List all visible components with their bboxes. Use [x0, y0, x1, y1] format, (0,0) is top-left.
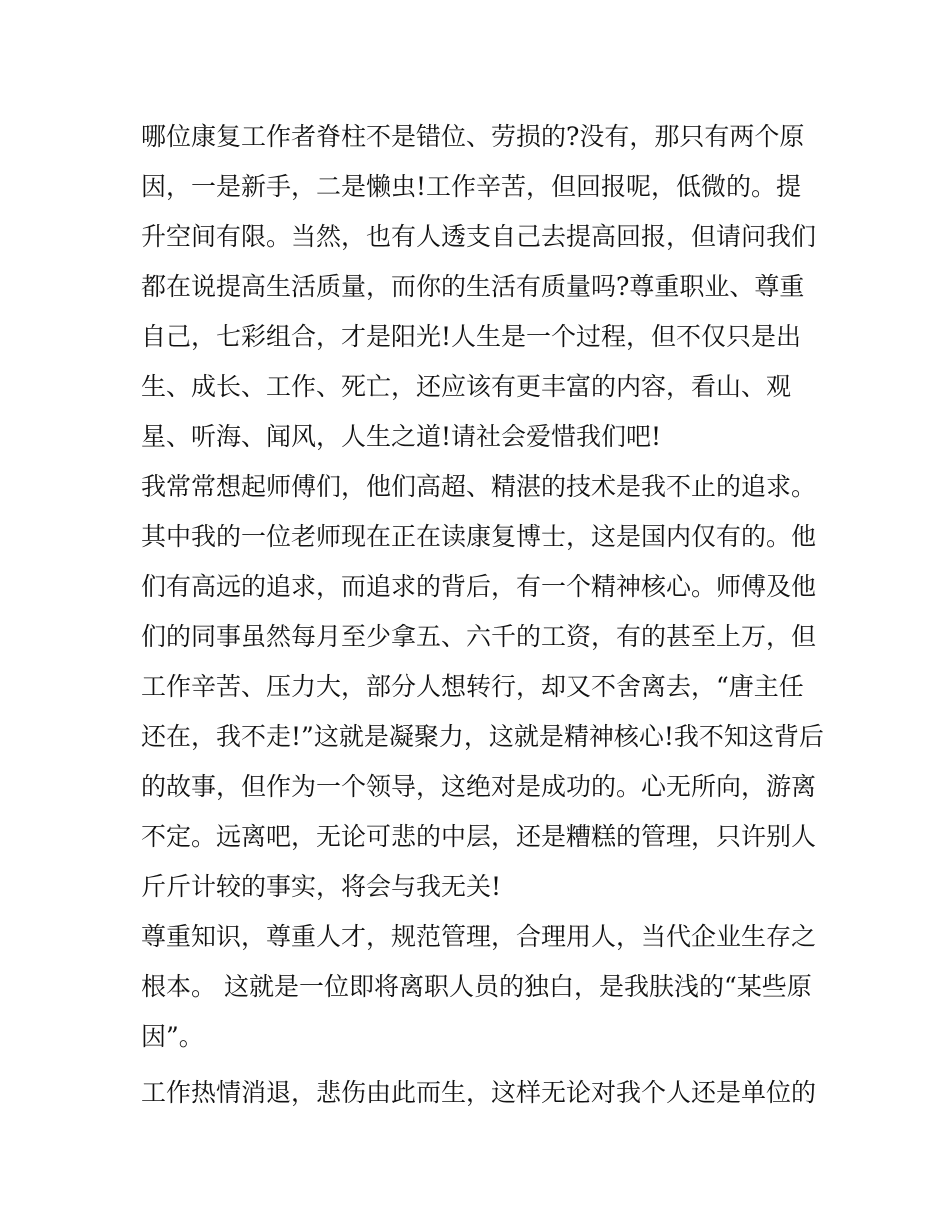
text-line: 的故事，但作为一个领导，这绝对是成功的。心无所向，游离: [141, 772, 817, 801]
text-line: 工作辛苦、压力大，部分人想转行，却又不舍离去，“唐主任: [141, 672, 804, 701]
document-body: [141, 112, 824, 1118]
text-line: 我常常想起师傅们，他们高超、精湛的技术是我不止的追求。: [141, 472, 817, 501]
text-line: 工作热情消退，悲伤由此而生，这样无论对我个人还是单位的: [141, 1078, 817, 1107]
text-line: 们的同事虽然每月至少拿五、六千的工资，有的甚至上万，但: [141, 622, 817, 651]
text-line: 都在说提高生活质量，而你的生活有质量吗?尊重职业、尊重: [141, 272, 805, 301]
text-line: 自己，七彩组合，才是阳光!人生是一个过程，但不仅只是出: [141, 322, 802, 351]
text-line: 根本。 这就是一位即将离职人员的独白，是我肤浅的“某些原: [141, 972, 812, 1001]
text-line: 因”。: [141, 1022, 204, 1051]
text-line: 升空间有限。当然，也有人透支自己去提高回报，但请问我们: [141, 222, 817, 251]
text-line: 还在，我不走!”这就是凝聚力，这就是精神核心!我不知这背后: [141, 722, 824, 751]
text-line: 哪位康复工作者脊柱不是错位、劳损的?没有，那只有两个原: [141, 122, 805, 151]
text-line: 因，一是新手，二是懒虫!工作辛苦，但回报呢，低微的。提: [141, 172, 802, 201]
text-line: 不定。远离吧，无论可悲的中层，还是糟糕的管理，只许别人: [141, 822, 817, 851]
paragraph-1: [141, 112, 817, 462]
paragraph-4: [141, 1068, 817, 1118]
text-line: 星、听海、闻风，人生之道!请社会爱惜我们吧!: [141, 422, 662, 451]
text-line: 斤斤计较的事实，将会与我无关!: [141, 872, 502, 901]
text-line: 其中我的一位老师现在正在读康复博士，这是国内仅有的。他: [141, 522, 817, 551]
text-line: 尊重知识，尊重人才，规范管理，合理用人，当代企业生存之: [141, 922, 817, 951]
text-line: 生、成长、工作、死亡，还应该有更丰富的内容，看山、观: [141, 372, 792, 401]
paragraph-2: [141, 462, 824, 912]
paragraph-3: [141, 912, 817, 1062]
text-line: 们有高远的追求，而追求的背后，有一个精神核心。师傅及他: [141, 572, 817, 601]
